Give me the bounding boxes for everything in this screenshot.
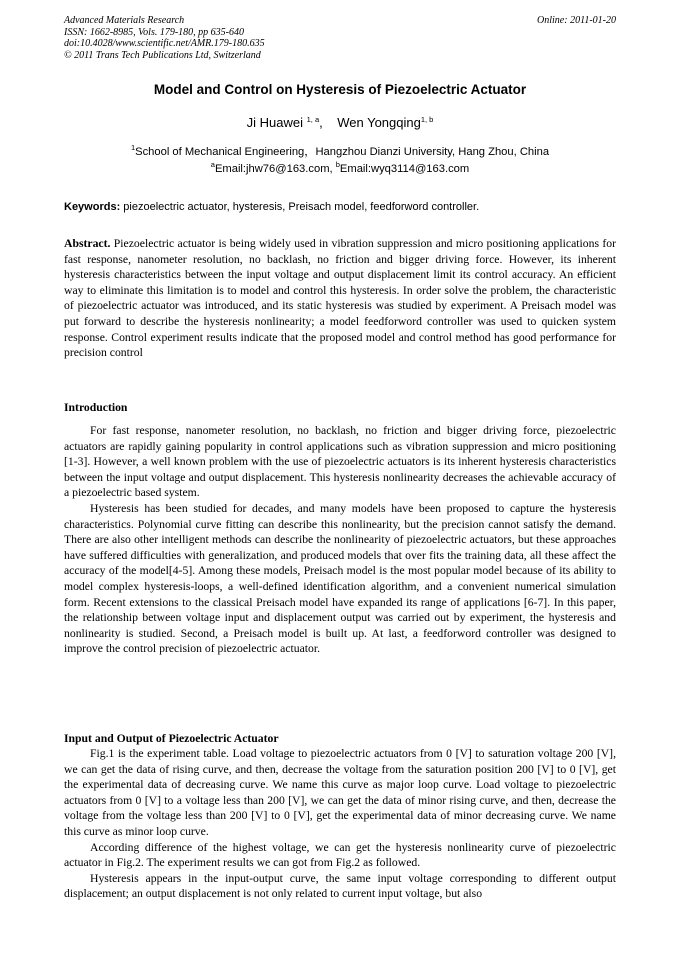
section-heading-introduction: Introduction [64,401,128,414]
email-b: Email:wyq3114@163.com [339,163,470,175]
paragraph: For fast response, nanometer resolution, no backlash, no friction and bigger driving force, piezoelectric actuators are rapidly gaining popularity in control applications such as vibration suppression and micro positioning [1-3]. However, a well known problem with the use of piezoelectric actuators is its inherent hysteresis characteristics between the input voltage and output displacement. This hysteresis nonlinearity decreases the achievable accuracy of a piezoelectric based system. [64,424,616,500]
copyright-line: © 2011 Trans Tech Publications Ltd, Switzerland [64,49,261,61]
keywords-text: piezoelectric actuator, hysteresis, Preisach model, feedforword controller. [120,201,480,213]
abstract-text: Piezoelectric actuator is being widely used in vibration suppression and micro positioning applications for fast response, nanometer resolution, no backlash, no friction and bigger driving force. However, its inherent hysteresis characteristics between the input voltage and output displacement limit its control accuracy. An efficient way to eliminate this limitation is to model and control this hysteresis. In order solve the problem, the characteristic of piezoelectric actuator was introduced, and its static hysteresis was studied by experiment. A Preisach model was put forward to describe the hysteresis nonlinearity; a model feedforword controller was used to quicken system response. Control experiment results indicate that the proposed model and control method has good performance for precision control [64,237,616,360]
paragraph: Hysteresis has been studied for decades, and many models have been proposed to capture the hysteresis characteristics. Polynomial curve fitting can describe this nonlinearity, but the precision cannot satisfy the demand. There are also other intelligent methods can describe the nonlinearity of piezoelectric actuators, but these approaches have suffered difficulties with generalization, and produced models that over fits the training data, all these affect the accuracy of the model[4-5]. Among these models, Preisach model is the most popular model because of its ability to model complex hysteresis-loops, a well-defined identification algorithm, and a convenient numerical simulation form. Recent extensions to the classical Preisach model have expanded its range of applications [6-7]. In this paper, the relationship between voltage input and displacement output was carried out by experiment, the hysteresis and nonlinearity is studied. Second, a Preisach model is built up. At last, a feedforword controller was designed to improve the control precision of piezoelectric actuator. [64,501,616,656]
doi-line: doi:10.4028/www.scientific.net/AMR.179-180.635 [64,38,265,50]
author-superscript: 1, a [306,115,320,124]
affiliation [64,143,616,159]
author-separator: , [319,115,323,130]
section-heading-input-output: Input and Output of Piezoelectric Actuator [64,732,279,745]
issn-line: ISSN: 1662-8985, Vols. 179-180, pp 635-640 [64,26,244,38]
affiliation-text: School of Mechanical Engineering，Hangzhou Dianzi University, Hang Zhou, China [135,146,550,158]
keywords-label: Keywords: [64,201,121,213]
author-superscript: 1, b [420,115,434,124]
paragraph: According difference of the highest voltage, we can get the hysteresis nonlinearity curve of piezoelectric actuator in Fig.2. The experiment results we can got from Fig.2 as followed. [64,840,616,870]
author-line [64,115,616,130]
online-date: Online: 2011-01-20 [537,15,616,26]
abstract-label: Abstract. [64,237,111,250]
email-line [64,160,616,175]
affiliation-superscript: 1 [130,143,136,152]
journal-name: Advanced Materials Research [64,15,185,26]
paragraph: Fig.1 is the experiment table. Load voltage to piezoelectric actuators from 0 [V] to saturation voltage 200 [V], we can get the data of rising curve, and then, decrease the voltage from the saturation position 200 [V] to 0 [V], get the experimental data of decreasing curve. We name this curve as major loop curve. Load voltage to piezoelectric actuators from 0 [V] to a voltage less than 200 [V], we can get the data of minor rising curve, and then, decrease the voltage from the voltage less than 200 [V] to 0 [V], get the experimental data of minor decreasing curve. We name this curve as minor loop curve. [64,747,616,838]
journal-header [64,15,616,61]
author-name: Wen Yongqing [337,115,421,130]
author-name: Ji Huawei [246,115,303,130]
email-b-superscript: b [335,160,340,169]
email-a: Email:jhw76@163.com, [214,163,336,175]
abstract [64,236,616,361]
section2-body [64,746,616,902]
paragraph: Hysteresis appears in the input-output curve, the same input voltage corresponding to different output displacement; an output displacement is not only related to current input voltage, but also [64,871,616,901]
email-a-superscript: a [210,160,215,169]
keywords [64,201,616,213]
introduction-body [64,423,616,657]
paper-title: Model and Control on Hysteresis of Piezoelectric Actuator [153,82,527,97]
